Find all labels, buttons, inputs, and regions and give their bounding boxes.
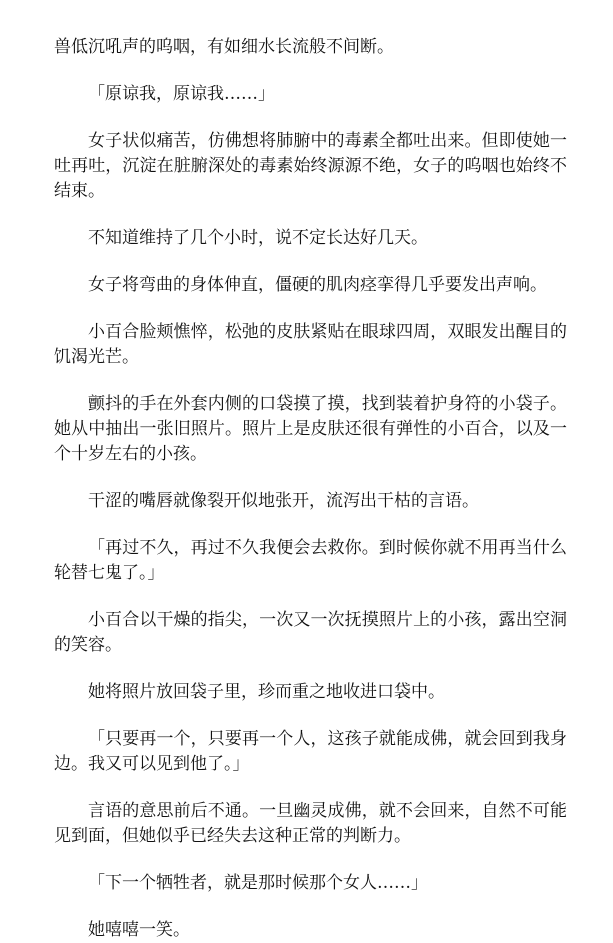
paragraph-1: 兽低沉吼声的呜咽，有如细水长流般不间断。 bbox=[54, 37, 394, 57]
paragraph-7: 颤抖的手在外套内侧的口袋摸了摸，找到装着护身符的小袋子。她从中抽出一张旧照片。照片上是皮肤还很有弹性的小百合，以及一个十岁左右的小孩。 bbox=[54, 394, 567, 464]
paragraph-10: 小百合以干燥的指尖，一次又一次抚摸照片上的小孩，露出空洞的笑容。 bbox=[54, 610, 567, 655]
paragraph-11: 她将照片放回袋子里，珍而重之地收进口袋中。 bbox=[88, 682, 445, 702]
paragraph-4: 不知道维持了几个小时，说不定长达好几天。 bbox=[88, 228, 428, 248]
paragraph-5: 女子将弯曲的身体伸直，僵硬的肌肉痉挛得几乎要发出声响。 bbox=[88, 275, 547, 295]
paragraph-6: 小百合脸颊憔悴，松弛的皮肤紧贴在眼球四周，双眼发出醒目的饥渴光芒。 bbox=[54, 322, 567, 367]
paragraph-13: 言语的意思前后不通。一旦幽灵成佛，就不会回来，自然不可能见到面，但她似乎已经失去这种正常的判断力。 bbox=[54, 801, 567, 846]
paragraph-12: 「只要再一个，只要再一个人，这孩子就能成佛，就会回到我身边。我又可以见到他了。」 bbox=[54, 729, 567, 774]
paragraph-14: 「下一个牺牲者，就是那时候那个女人……」 bbox=[88, 873, 428, 893]
paragraph-9: 「再过不久，再过不久我便会去救你。到时候你就不用再当什么轮替七鬼了。」 bbox=[54, 538, 567, 583]
paragraph-3: 女子状似痛苦，仿佛想将肺腑中的毒素全都吐出来。但即使她一吐再吐，沉淀在脏腑深处的毒素始终源源不绝，女子的呜咽也始终不结束。 bbox=[54, 131, 567, 201]
paragraph-2: 「原谅我，原谅我……」 bbox=[88, 84, 275, 104]
paragraph-8: 干涩的嘴唇就像裂开似地张开，流泻出干枯的言语。 bbox=[88, 491, 479, 511]
paragraph-15: 她嘻嘻一笑。 bbox=[88, 920, 190, 940]
